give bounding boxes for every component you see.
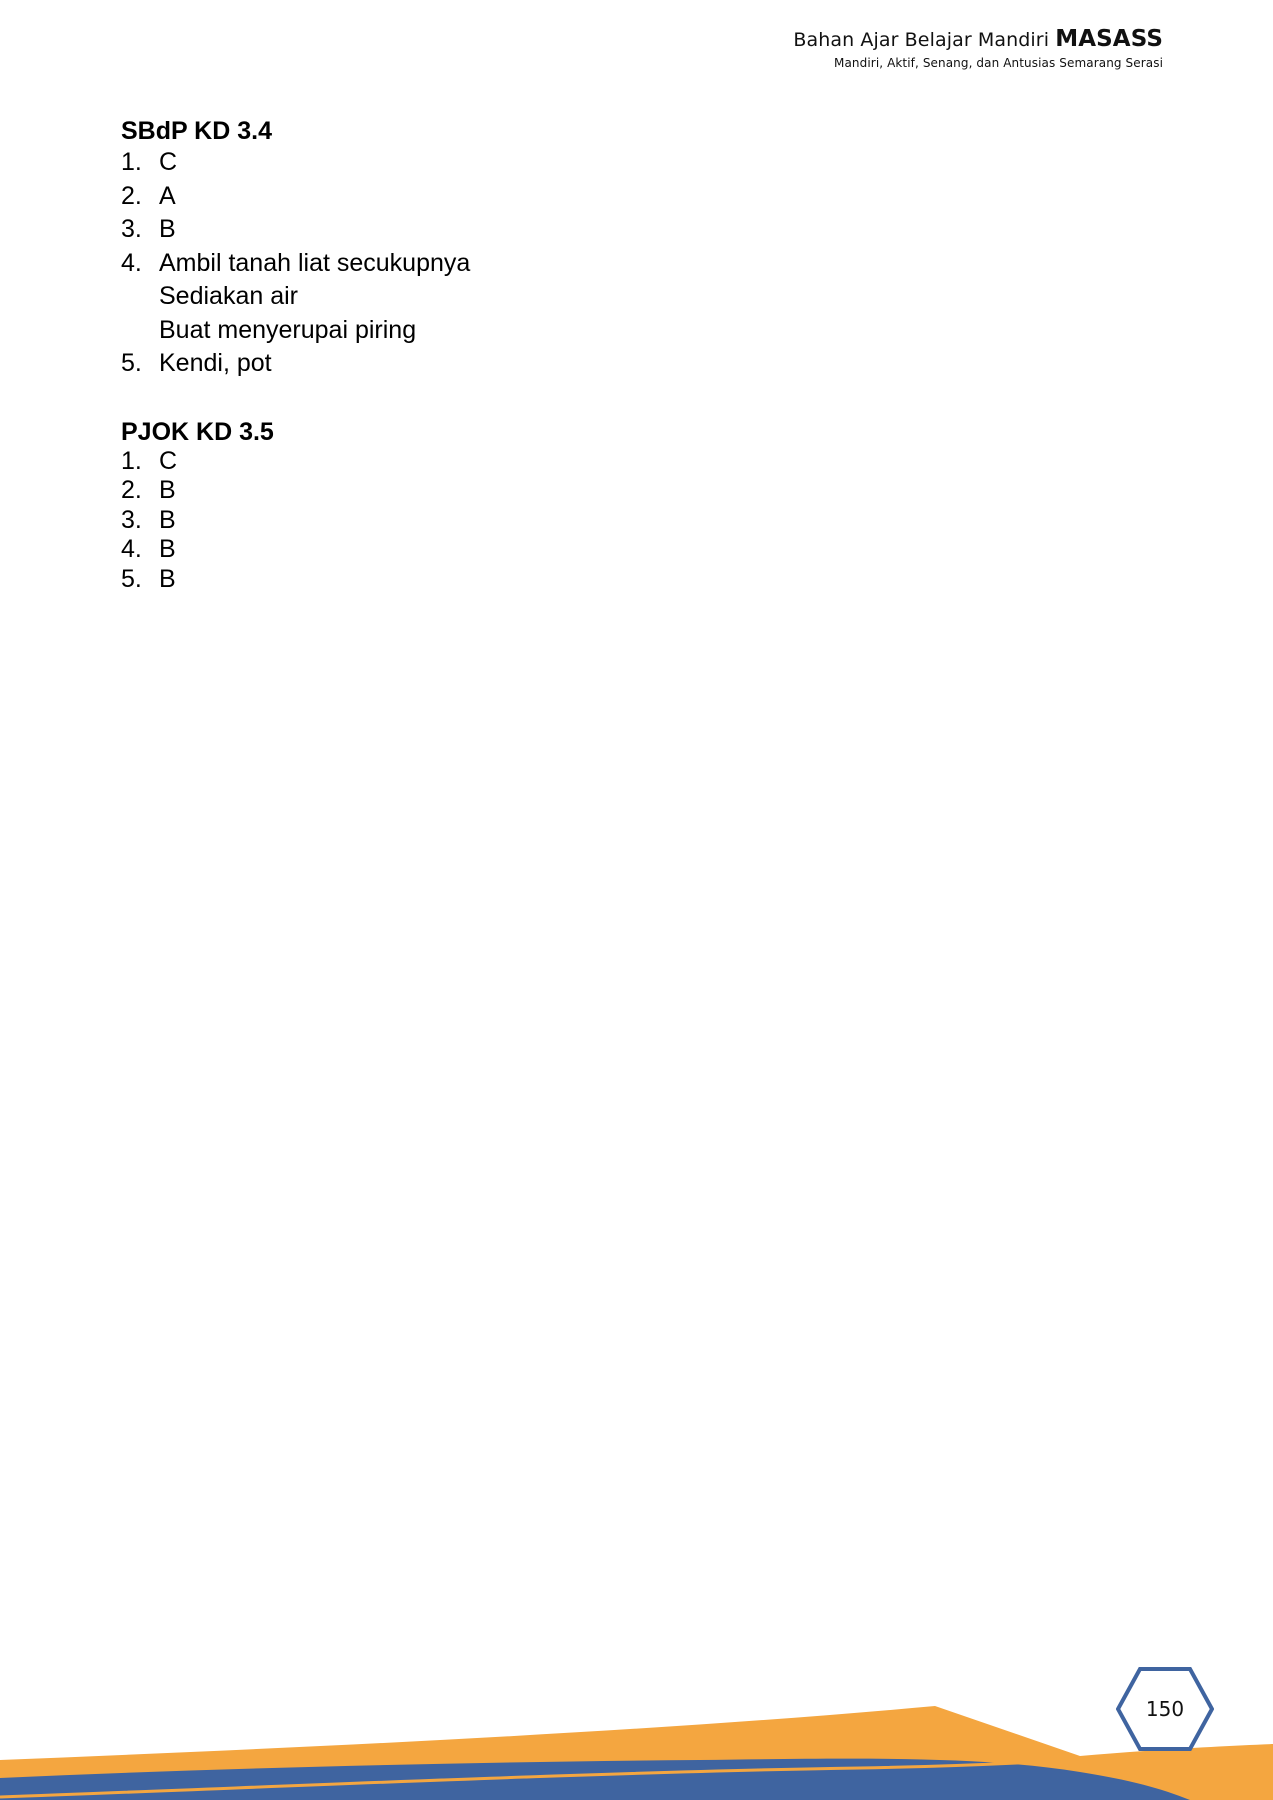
item-answer: B [159, 505, 176, 534]
item-number: 5. [121, 349, 142, 377]
page-header [793, 26, 1163, 70]
list-item [121, 213, 1161, 247]
header-title [793, 26, 1163, 52]
section-title-sbdp: SBdP KD 3.4 [121, 117, 272, 145]
answer-list-pjok [121, 447, 1161, 595]
item-number: 4. [121, 248, 142, 277]
list-item [121, 347, 1161, 381]
item-answer: Kendi, pot [159, 349, 272, 377]
header-brand: MASASS [1055, 26, 1163, 52]
list-item [121, 447, 1161, 477]
list-item [121, 146, 1161, 180]
item-answer: B [159, 564, 176, 593]
item-answer: B [159, 535, 176, 563]
item-answer-line: Sediakan air [159, 282, 298, 310]
list-item [121, 535, 1161, 565]
item-number: 4. [121, 535, 142, 563]
item-answer-line: Ambil tanah liat secukupnya [159, 248, 471, 277]
list-item [121, 565, 1161, 595]
list-item [121, 476, 1161, 506]
item-number: 1. [121, 148, 142, 176]
answer-key-content [121, 116, 1161, 594]
header-subtitle: Mandiri, Aktif, Senang, dan Antusias Semarang Serasi [834, 56, 1163, 70]
answer-list-sbdp [121, 146, 1161, 381]
item-number: 3. [121, 215, 142, 243]
item-number: 2. [121, 476, 142, 504]
item-answer: C [159, 446, 178, 475]
list-item [121, 506, 1161, 536]
item-answer: B [159, 215, 176, 243]
item-number: 1. [121, 446, 142, 475]
item-answer: B [159, 476, 176, 504]
footer-wave-decoration [0, 1660, 1273, 1800]
item-number: 2. [121, 181, 142, 210]
list-item [121, 247, 1161, 348]
section-title-pjok: PJOK KD 3.5 [121, 417, 274, 446]
page-number: 150 [1145, 1697, 1185, 1721]
item-answer: C [159, 148, 178, 176]
item-answer: A [159, 181, 176, 210]
item-answer-line: Buat menyerupai piring [159, 315, 417, 344]
header-title-prefix: Bahan Ajar Belajar Mandiri [793, 29, 1050, 51]
list-item [121, 180, 1161, 214]
item-number: 3. [121, 505, 142, 534]
item-number: 5. [121, 564, 142, 593]
